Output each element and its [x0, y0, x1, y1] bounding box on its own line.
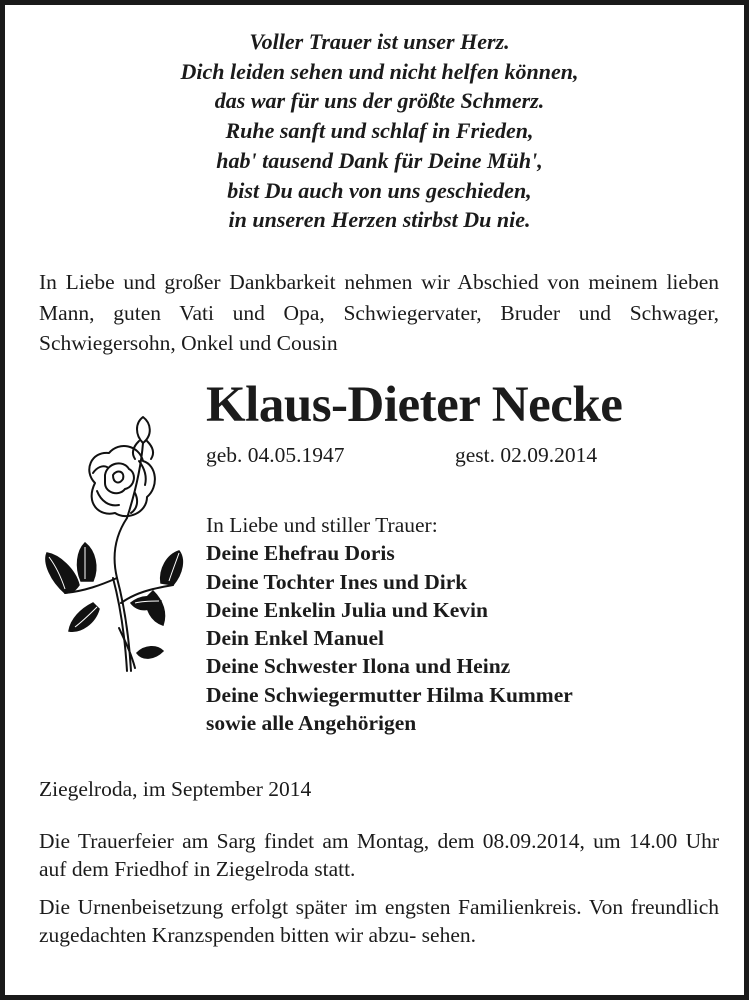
mourner-name: Deine Ehefrau Doris [206, 541, 395, 566]
poem-line: in unseren Herzen stirbst Du nie. [228, 207, 531, 233]
birth-date: geb. 04.05.1947 [206, 443, 345, 467]
poem-line: Voller Trauer ist unser Herz. [249, 29, 510, 54]
rose-icon [35, 413, 190, 678]
deceased-name: Klaus-Dieter Necke [206, 377, 623, 433]
intro-line: Bruder und Schwager, Schwiegersohn, Onkel und Cousin [39, 300, 719, 355]
mourner-name: sowie alle Angehörigen [206, 711, 417, 736]
mourner-name: Deine Schwiegermutter Hilma Kummer [206, 682, 573, 707]
funeral-line: Die Trauerfeier am Sarg findet am Montag, dem 08.09.2014, um [39, 829, 629, 853]
memorial-poem [5, 27, 749, 235]
intro-line: In Liebe und großer Dankbarkeit nehmen wir Abschied von [39, 270, 589, 294]
urn-info [39, 893, 719, 950]
mourner-name: Deine Schwester Ilona und Heinz [206, 654, 511, 679]
funeral-info [39, 827, 719, 884]
mourners-lead: In Liebe und stiller Trauer: [206, 513, 438, 537]
death-date: gest. 02.09.2014 [455, 443, 598, 467]
mourner-name: Dein Enkel Manuel [206, 626, 384, 651]
poem-line: das war für uns der größte Schmerz. [214, 88, 545, 114]
intro-text [39, 267, 719, 359]
poem-line: Ruhe sanft und schlaf in Frieden, [225, 118, 534, 144]
poem-line: bist Du auch von uns geschieden, [227, 177, 532, 203]
mourner-name: Deine Tochter Ines und Dirk [206, 569, 468, 594]
urn-line: Von freundlich zugedachten Kranzspenden bitten wir abzu- [39, 895, 720, 948]
poem-line: Dich leiden sehen und nicht helfen können, [180, 58, 579, 84]
mourner-name: Deine Enkelin Julia und Kevin [206, 597, 488, 622]
mourners-list [206, 511, 573, 737]
poem-line: hab' tausend Dank für Deine Müh', [216, 147, 543, 173]
intro-line: meinem lieben Mann, guten Vati und Opa, Schwiegervater, [39, 270, 719, 325]
urn-line: sehen. [421, 923, 476, 948]
funeral-line: 14.00 Uhr auf dem Friedhof in Ziegelroda statt. [39, 829, 720, 882]
urn-line: Die Urnenbeisetzung erfolgt später im engsten Familienkreis. [39, 895, 589, 919]
place-date: Ziegelroda, im September 2014 [39, 777, 312, 801]
